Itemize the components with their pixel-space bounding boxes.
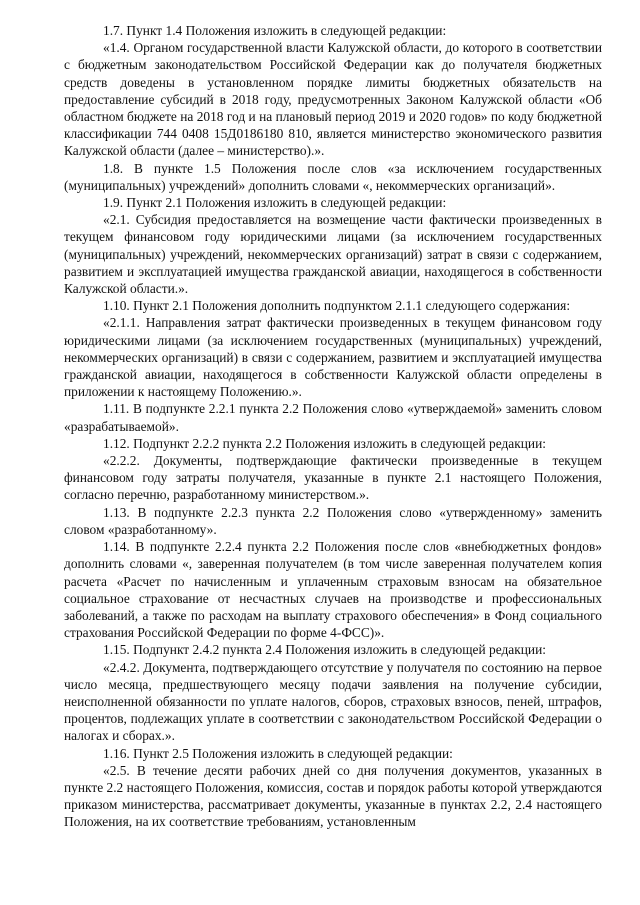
document-body bbox=[64, 22, 602, 831]
paragraph-1-7: 1.7. Пункт 1.4 Положения изложить в следующей редакции: bbox=[103, 23, 447, 38]
paragraph-1-14: 1.14. В подпункте 2.2.4 пункта 2.2 Положения после слов «внебюджетных фондов» дополнить словами «, заверенная получателем (в том числе заверенная получателем копия расчета «Расчет по начисленным и уплаченным страховым взносам на обязательное социальное страхование от несчастных случаев на производстве и профессиональных заболеваний, а также по расходам на выплату страхового обеспечения» в Фонд социального страхования Российской Федерации по форме 4-ФСС)». bbox=[64, 539, 602, 641]
paragraph-1-8: 1.8. В пункте 1.5 Положения после слов «за исключением государственных (муниципальных) учреждений» дополнить словами «, некоммерческих организаций». bbox=[64, 160, 602, 193]
paragraph-1-12: 1.12. Подпункт 2.2.2 пункта 2.2 Положения изложить в следующей редакции: bbox=[103, 435, 546, 451]
paragraph-2-1-text: «2.1. Субсидия предоставляется на возмещение части фактически произведенных в текущем финансовом году юридическими лицами (за исключением государственных (муниципальных) учреждений, некоммерческих организаций) затрат в связи с содержанием, развитием и эксплуатацией имущества гражданской авиации, находящегося в собственности Калужской области.». bbox=[64, 212, 602, 297]
paragraph-1-13: 1.13. В подпункте 2.2.3 пункта 2.2 Положения слово «утвержденному» заменить словом «разработанному». bbox=[64, 504, 602, 537]
paragraph-2-4-2-text: «2.4.2. Документа, подтверждающего отсутствие у получателя по состоянию на первое число месяца, предшествующего месяцу подачи заявления на получение субсидии, неисполненной обязанности по уплате налогов, сборов, страховых взносов, пеней, штрафов, процентов, подлежащих уплате в соответствии с законодательством Российской Федерации о налогах и сборах.». bbox=[64, 659, 602, 744]
paragraph-2-2-2-text: «2.2.2. Документы, подтверждающие фактически произведенные в текущем финансовом году затраты получателя, указанные в пункте 2.1 настоящего Положения, согласно перечню, разработанному министерством.». bbox=[64, 453, 602, 503]
paragraph-1-16: 1.16. Пункт 2.5 Положения изложить в следующей редакции: bbox=[103, 745, 453, 761]
paragraph-1-9: 1.9. Пункт 2.1 Положения изложить в следующей редакции: bbox=[103, 195, 447, 211]
paragraph-2-5-text: «2.5. В течение десяти рабочих дней со дня получения документов, указанных в пункте 2.2 настоящего Положения, комиссия, состав и порядок работы которой утверждаются приказом министерства, рассматривает документы, указанные в пунктах 2.2, 2.4 настоящего Положения, на их соответствие требованиям, установленным bbox=[64, 762, 602, 830]
paragraph-2-1-1-text: «2.1.1. Направления затрат фактически произведенных в текущем финансовом году юридическими лицами (за исключением государственных (муниципальных) учреждений, некоммерческих организаций) в связи с содержанием, развитием и эксплуатацией имущества гражданской авиации, находящегося в собственности Калужской области определены в приложении к настоящему Положению.». bbox=[64, 315, 602, 400]
paragraph-1-15: 1.15. Подпункт 2.4.2 пункта 2.4 Положения изложить в следующей редакции: bbox=[103, 642, 546, 658]
paragraph-1-4-text: «1.4. Органом государственной власти Калужской области, до которого в соответствии с бюджетным законодательством Российской Федерации как до получателя бюджетных средств доведены в установленном порядке лимиты бюджетных обязательств на предоставление субсидий в 2018 году, предусмотренных Законом Калужской области «Об областном бюджете на 2018 год и на плановый период 2019 и 2020 годов» по коду бюджетной классификации 744 0408 15Д0186180 810, является министерство экономического развития Калужской области (далее – министерство).». bbox=[64, 40, 602, 159]
paragraph-1-11: 1.11. В подпункте 2.2.1 пункта 2.2 Положения слово «утверждаемой» заменить словом «разрабатываемой». bbox=[64, 401, 602, 434]
paragraph-1-10: 1.10. Пункт 2.1 Положения дополнить подпунктом 2.1.1 следующего содержания: bbox=[103, 298, 571, 314]
